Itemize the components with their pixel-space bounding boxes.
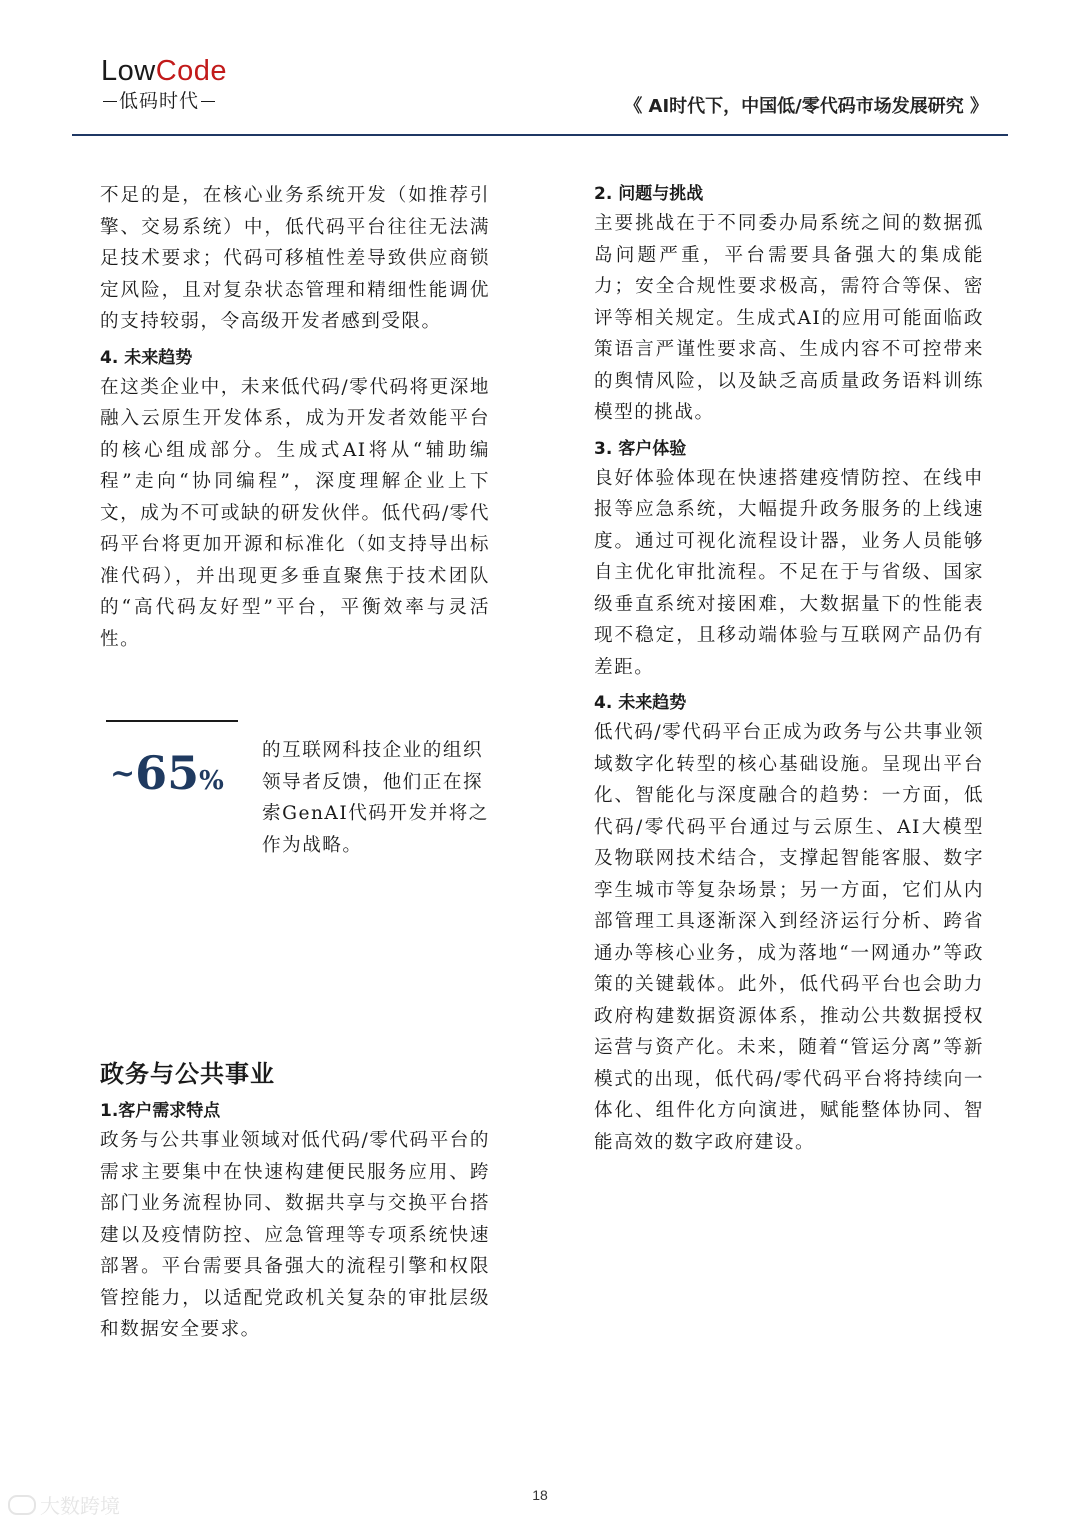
lowcode-logo	[101, 54, 251, 113]
stat-tilde: ~	[110, 756, 136, 791]
stat-callout	[100, 720, 490, 870]
logo-dash-left	[103, 101, 117, 103]
right-column	[594, 180, 984, 1158]
challenges-heading: 2. 问题与挑战	[594, 184, 704, 204]
logo-dash-right	[201, 101, 215, 103]
future-trend-heading: 4. 未来趋势	[100, 347, 193, 368]
stat-divider	[106, 720, 238, 722]
page-number: 18	[532, 1487, 548, 1503]
trend-heading: 4. 未来趋势	[594, 693, 687, 713]
intro-paragraph: 不足的是，在核心业务系统开发（如推荐引擎、交易系统）中，低代码平台往往无法满足技术要求；代码可移植性差导致供应商锁定风险，且对复杂状态管理和精细性能调优的支持较弱，令高级开发者感到受限。	[100, 185, 490, 332]
left-column	[100, 180, 490, 655]
stat-unit: %	[199, 766, 224, 796]
customer-needs-paragraph: 政务与公共事业领域对低代码/零代码平台的需求主要集中在快速构建便民服务应用、跨部门业务流程协同、数据共享与交换平台搭建以及疫情防控、应急管理等专项系统快速部署。平台需要具备强大的流程引擎和权限管控能力，以适配党政机关复杂的审批层级和数据安全要求。	[100, 1130, 490, 1340]
customer-needs-heading: 1.客户需求特点	[100, 1101, 221, 1121]
logo-code: Code	[155, 55, 228, 87]
watermark-icon	[8, 1495, 36, 1515]
logo-subtitle	[101, 89, 251, 113]
stat-description: 的互联网科技企业的组织领导者反馈，他们正在探索GenAI代码开发并将之作为战略。	[262, 740, 489, 856]
trend-paragraph: 低代码/零代码平台正成为政务与公共事业领域数字化转型的核心基础设施。呈现出平台化、智能化与深度融合的趋势：一方面，低代码/零代码平台通过与云原生、AI大模型及物联网技术结合，支撑起智能客服、数字孪生城市等复杂场景；另一方面，它们从内部管理工具逐渐深入到经济运行分析、跨省通办等核心业务，成为落地“一网通办”等政策的关键载体。此外，低代码平台也会助力政府构建数据资源体系，推动公共数据授权运营与资产化。未来，随着“管运分离”等新模式的出现，低代码/零代码平台将持续向一体化、组件化方向演进，赋能整体协同、智能高效的数字政府建设。	[594, 722, 984, 1153]
experience-heading: 3. 客户体验	[594, 438, 687, 459]
watermark	[8, 1490, 120, 1519]
experience-paragraph: 良好体验体现在快速搭建疫情防控、在线申报等应急系统，大幅提升政务服务的上线速度。通过可视化流程设计器，业务人员能够自主优化审批流程。不足在于与省级、国家级垂直系统对接困难，大数据量下的性能表现不稳定，且移动端体验与互联网产品仍有差距。	[594, 467, 984, 678]
stat-figure	[110, 746, 224, 800]
header-divider	[72, 134, 1008, 136]
left-column-section	[100, 1058, 490, 1346]
stat-number: 65	[135, 746, 200, 800]
future-trend-paragraph: 在这类企业中，未来低代码/零代码将更深地融入云原生开发体系，成为开发者效能平台的核心组成部分。生成式AI将从“辅助编程”走向“协同编程”，深度理解企业上下文，成为不可或缺的研发伙伴。低代码/零代码平台将更加开源和标准化（如支持导出标准代码），并出现更多垂直聚焦于技术团队的“高代码友好型”平台，平衡效率与灵活性。	[100, 376, 490, 650]
report-title: 《 AI时代下，中国低/零代码市场发展研究 》	[624, 96, 988, 117]
logo-low: Low	[101, 55, 156, 87]
section-heading: 政务与公共事业	[100, 1060, 275, 1088]
logo-wordmark	[101, 54, 251, 88]
logo-subtitle-text: 低码时代	[119, 90, 200, 112]
watermark-text: 大数跨境	[40, 1494, 120, 1518]
challenges-paragraph: 主要挑战在于不同委办局系统之间的数据孤岛问题严重，平台需要具备强大的集成能力；安全合规性要求极高，需符合等保、密评等相关规定。生成式AI的应用可能面临政策语言严谨性要求高、生成内容不可控带来的舆情风险，以及缺乏高质量政务语料训练模型的挑战。	[594, 213, 984, 423]
